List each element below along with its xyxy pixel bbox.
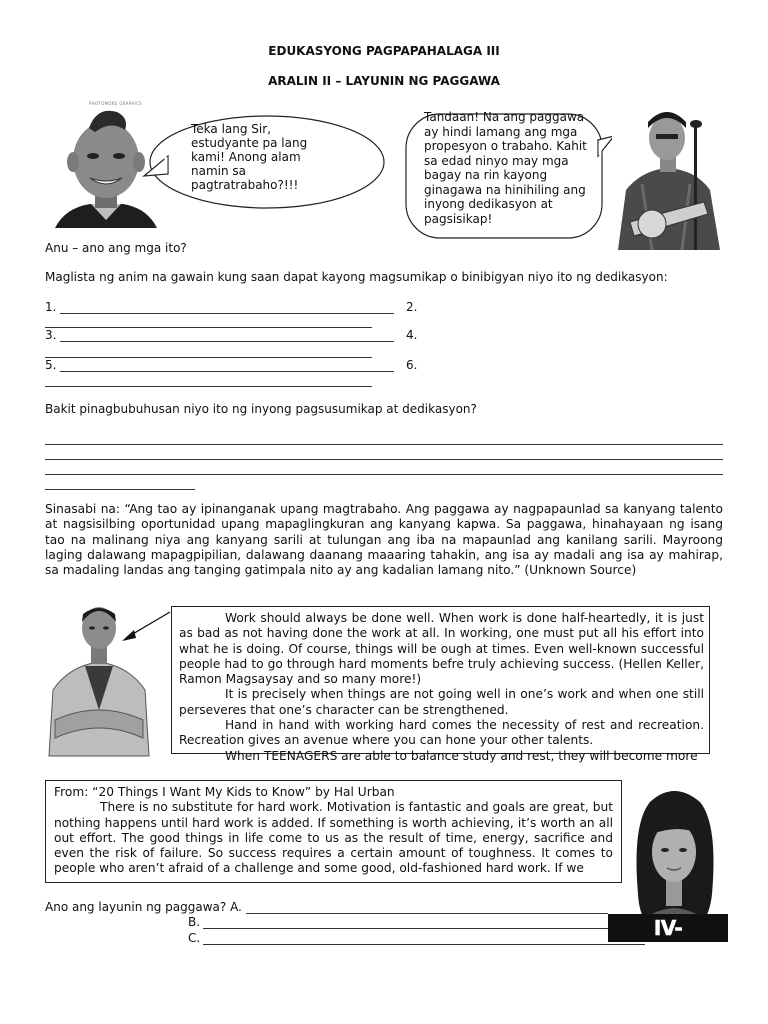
work-paragraph-3: Hand in hand with working hard comes the necessity of rest and recreation. Recreation gives an avenue where you can hone your other talents. <box>179 718 704 748</box>
essay-line-1[interactable] <box>45 444 723 445</box>
hal-urban-text: There is no substitute for hard work. Motivation is fantastic and goals are great, but nothing happens until hard work is added. If something is worth achieving, it’s worth an all out effort. The good things in life come to us as the result of time, energy, sacrifice and even the risk of failure. So success requires a certain amount of toughness. It comes to people who aren’t afraid of a challenge and some good, old-fashioned hard work. If we <box>54 800 613 876</box>
question-1: Anu – ano ang mga ito? <box>45 241 187 255</box>
list-number-4: 4. <box>406 328 418 342</box>
quote-paragraph: Sinasabi na: “Ang tao ay ipinanganak upang magtrabaho. Ang paggawa ay nagpapaunlad sa kanyang talento at nagsisilbing oportunidad upang mapaglingkuran ang kanyang kapwa. Sa paggawa, hinahayaan ng isang tao na malinang niya ang kanyang sarili at tulungan ang iba na mapaunlad ang kanilang sarili. Mayroong laging dalawang mapagpipilian, dalawang daanang maaaring tahakin, ang isa ay madali ang isa ay mahirap, sa madaling landas ang tanging gatimpala nito ay ang kadalian lamang nito.” (Unknown Source) <box>45 502 723 578</box>
final-label-b: B. <box>188 915 201 929</box>
work-paragraph-1: Work should always be done well. When work is done half-heartedly, it is just as bad as not having done the work at all. In working, one must put all his effort into what he is doing. Of course, things will be ough at times. Even well-known successful people had to go through hard moments befre truly achieving success. (Hellen Keller, Ramon Magsaysay and so many more!) <box>179 611 704 687</box>
question-2: Maglista ng anim na gawain kung saan dapat kayong magsumikap o binibigyan niyo ito ng dedikasyon: <box>45 270 668 284</box>
list-number-6: 6. <box>406 358 418 372</box>
photo-watermark: PHOTOMORE GRAPHICS <box>89 101 143 106</box>
quote-source: From: “20 Things I Want My Kids to Know” by Hal Urban <box>54 785 395 799</box>
list-number-3: 3. <box>45 328 57 342</box>
essay-line-2[interactable] <box>45 459 723 460</box>
question-3: Bakit pinagbubuhusan niyo ito ng inyong pagsusumikap at dedikasyon? <box>45 402 477 416</box>
answer-line-b[interactable] <box>203 928 608 929</box>
answer-line-1[interactable] <box>60 313 394 314</box>
answer-line-2[interactable] <box>45 327 372 328</box>
answer-line-5[interactable] <box>60 371 394 372</box>
essay-line-3[interactable] <box>45 474 723 475</box>
answer-line-c[interactable] <box>203 944 645 945</box>
answer-line-3[interactable] <box>60 341 394 342</box>
list-number-5: 5. <box>45 358 57 372</box>
answer-line-4[interactable] <box>45 357 372 358</box>
list-number-1: 1. <box>45 300 57 314</box>
work-essay-box <box>171 606 710 763</box>
lesson-title: ARALIN II – LAYUNIN NG PAGGAWA <box>268 74 500 88</box>
list-number-2: 2. <box>406 300 418 314</box>
page-title: EDUKASYONG PAGPAPAHALAGA III <box>268 44 500 58</box>
answer-line-6[interactable] <box>45 386 372 387</box>
speech-text-right: Tandaan! Na ang paggawa ay hindi lamang ang mga propesyon o trabaho. Kahit sa edad ninyo may mga bagay na rin kayong ginagawa na hinihiling ang inyong dedikasyon at pagsisikap! <box>424 110 587 226</box>
work-paragraph-2: It is precisely when things are not going well in one’s work and when one still perseveres that one’s character can be strengthened. <box>179 687 704 717</box>
hal-urban-box <box>45 780 622 883</box>
answer-line-a[interactable] <box>246 913 608 914</box>
speech-text-left: Teka lang Sir, estudyante pa lang kami! Anong alam namin sa pagtratrabaho?!!! <box>191 122 308 192</box>
final-label-c: C. <box>188 931 201 945</box>
pointer-arrow <box>118 608 174 644</box>
final-question: Ano ang layunin ng paggawa? A. <box>45 900 242 914</box>
guitarist-photo <box>612 104 724 250</box>
work-paragraph-4: When TEENAGERS are able to balance study and rest, they will become more <box>225 748 698 763</box>
iv-diamond-label: IV-DIAMOND <box>608 914 728 942</box>
essay-line-4[interactable] <box>45 489 195 490</box>
